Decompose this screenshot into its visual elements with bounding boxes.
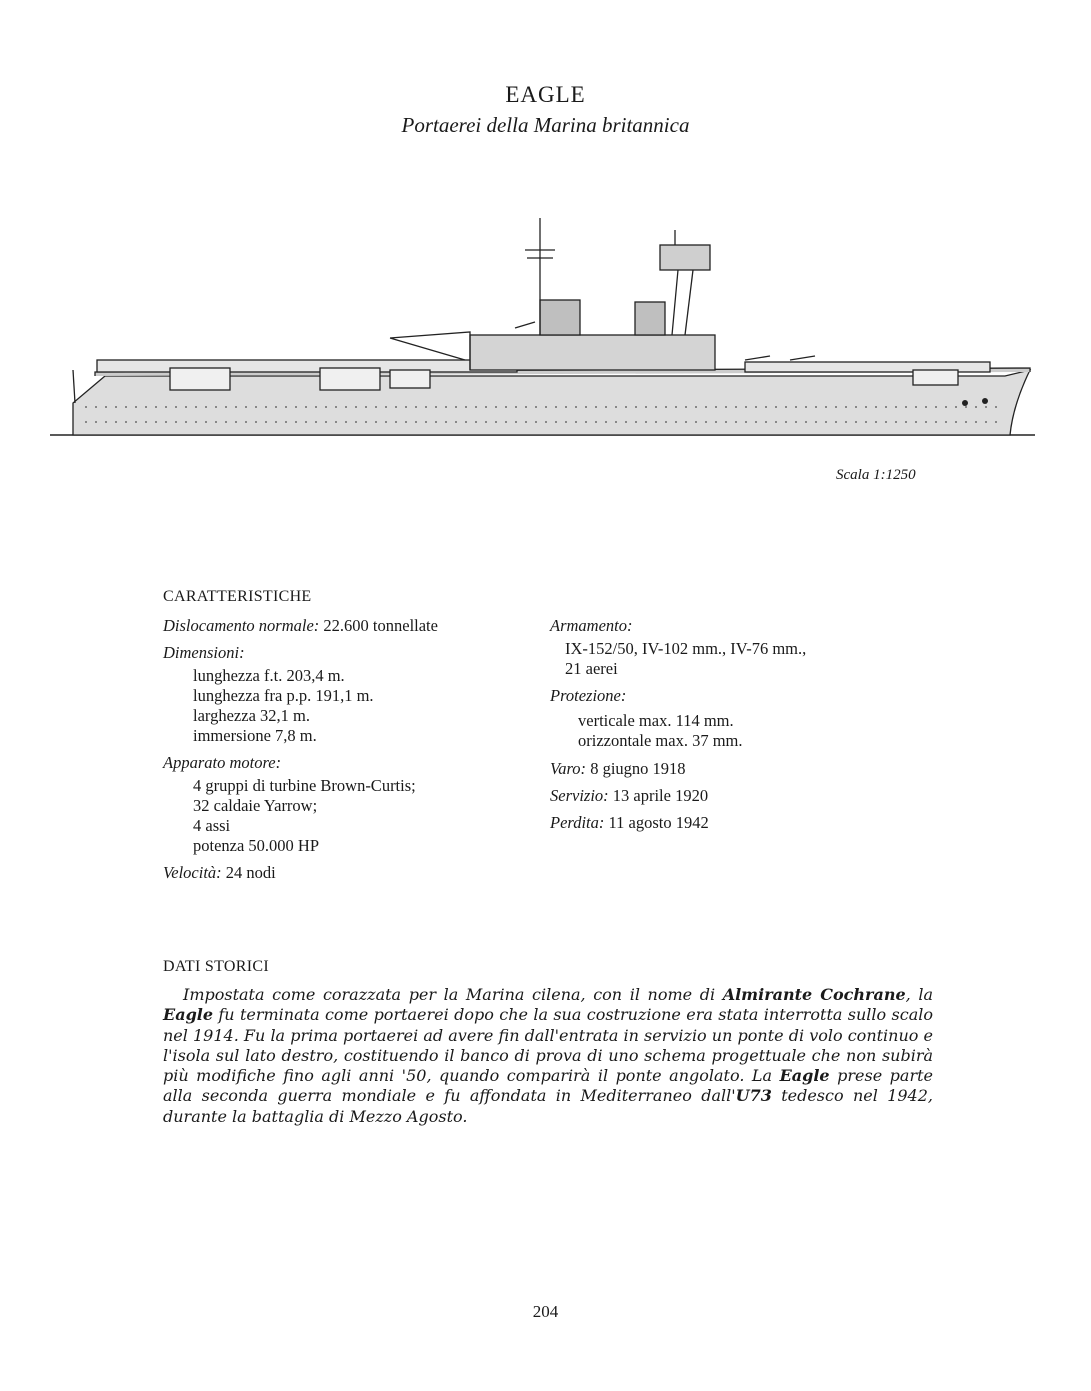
page-number: 204 bbox=[532, 1302, 559, 1321]
spec-value: 24 nodi bbox=[221, 863, 276, 882]
ship-profile-drawing bbox=[45, 210, 1040, 445]
history-bold: Almirante Cochrane bbox=[722, 985, 906, 1004]
spec-line bbox=[550, 813, 806, 833]
spec-line: 4 assi bbox=[193, 816, 231, 835]
history-text: fu terminata come portaerei dopo che la sua costruzione era stata interrotta sullo scalo nel 1914. Fu la prima portaerei ad avere fin dall'entrata in servizio un ponte di volo continuo e l'isola sul lato destro, costituendo il banco di prova di uno schema progettuale che non subirà più modifiche fino agli anni '50, quando comparirà il ponte angolato. La bbox=[163, 1005, 933, 1086]
spec-line: immersione 7,8 m. bbox=[193, 726, 317, 745]
spec-value: 8 giugno 1918 bbox=[586, 759, 686, 778]
page-title: EAGLE bbox=[505, 82, 586, 107]
spec-line: potenza 50.000 HP bbox=[193, 836, 320, 855]
spec-label: Dimensioni: bbox=[163, 643, 245, 662]
spec-label: Apparato motore: bbox=[163, 753, 282, 772]
spec-line: IX-152/50, IV-102 mm., IV-76 mm., bbox=[565, 639, 807, 658]
spec-line: verticale max. 114 mm. bbox=[578, 711, 734, 730]
characteristics-heading: CARATTERISTICHE bbox=[163, 588, 312, 605]
spec-label: Velocità: bbox=[163, 863, 222, 882]
spec-line bbox=[550, 616, 806, 639]
history-bold: Eagle bbox=[779, 1066, 830, 1086]
spec-label: Armamento: bbox=[550, 616, 633, 635]
page-subtitle: Portaerei della Marina britannica bbox=[401, 113, 690, 137]
characteristics-left-column bbox=[163, 616, 438, 883]
history-bold: U73 bbox=[735, 1086, 772, 1106]
spec-line: lunghezza fra p.p. 191,1 m. bbox=[193, 686, 374, 705]
spec-label: Varo: bbox=[550, 759, 587, 778]
history-text: Impostata come corazzata per la Marina cilena, con il nome di bbox=[183, 985, 723, 1004]
spec-line: 4 gruppi di turbine Brown-Curtis; bbox=[193, 776, 416, 795]
spec-line bbox=[550, 759, 806, 786]
spec-label: Servizio: bbox=[550, 786, 609, 805]
drawing-scale: Scala 1:1250 bbox=[836, 467, 916, 483]
spec-line: 32 caldaie Yarrow; bbox=[193, 796, 318, 815]
spec-label: Dislocamento normale: bbox=[163, 616, 320, 635]
spec-line bbox=[163, 753, 438, 776]
spec-line: 21 aerei bbox=[565, 659, 618, 678]
history-text: prese parte alla seconda guerra mondiale e fu affondata in Mediterraneo dall' bbox=[163, 1066, 933, 1106]
spec-line bbox=[163, 863, 438, 883]
characteristics-right-column bbox=[550, 616, 806, 833]
spec-line: larghezza 32,1 m. bbox=[193, 706, 310, 725]
history-text: tedesco nel 1942, durante la battaglia di Mezzo Agosto. bbox=[163, 1086, 933, 1126]
history-paragraph bbox=[163, 985, 933, 1127]
spec-label: Perdita: bbox=[550, 813, 605, 832]
history-heading: DATI STORICI bbox=[163, 958, 269, 975]
spec-line: orizzontale max. 37 mm. bbox=[578, 731, 743, 750]
spec-value: 22.600 tonnellate bbox=[319, 616, 438, 635]
history-bold: Eagle bbox=[163, 1005, 214, 1025]
spec-label: Protezione: bbox=[550, 686, 627, 705]
spec-value: 11 agosto 1942 bbox=[604, 813, 709, 832]
spec-value: 13 aprile 1920 bbox=[608, 786, 709, 805]
spec-line bbox=[550, 686, 806, 711]
spec-line bbox=[163, 616, 438, 643]
spec-line bbox=[550, 786, 806, 813]
spec-line bbox=[163, 643, 438, 666]
spec-line: lunghezza f.t. 203,4 m. bbox=[193, 666, 345, 685]
history-text: , la bbox=[905, 985, 934, 1004]
